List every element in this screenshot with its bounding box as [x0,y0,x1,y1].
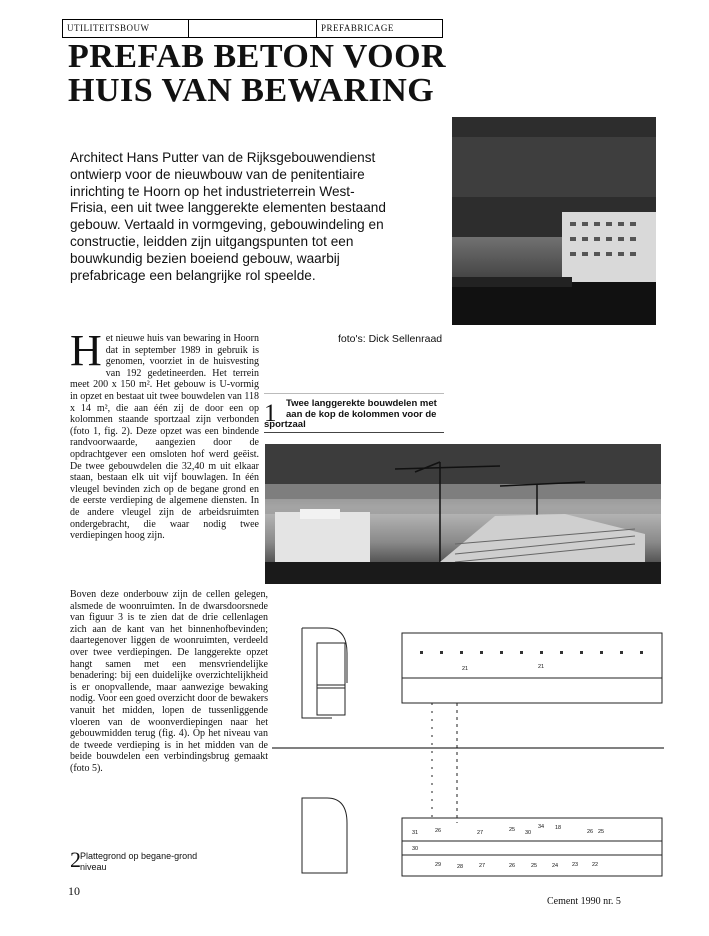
article-title: PREFAB BETON VOOR HUIS VAN BEWARING [68,38,447,109]
room-label: 18 [555,825,562,831]
room-label: 26 [435,828,442,834]
room-label: 23 [572,862,579,868]
building-photo [452,117,656,325]
intro-paragraph: Architect Hans Putter van de Rijksgebouwendienst ontwierp voor de nieuwbouw van de penitentiaire inrichting te Hoorn op het industrieterrein West-Frisia, een uit twee langgerekte elementen bestaand gebouw. Vertaald in vormgeving, gebouwindeling en constructie, leidden zijn uitgangspunten tot een bouwkundig bezien boeiend gebouw, waarbij prefabricage een belangrijke rol speelde. [70,150,386,283]
header-section: UTILITEITSBOUW [63,20,189,37]
body-column-1 [70,326,260,542]
page-number: 10 [68,884,80,898]
figure-number: 2 [70,847,81,872]
room-label: 30 [525,830,532,836]
figure-caption-line2: niveau [80,862,107,872]
construction-photo [265,444,661,584]
header-middle [189,20,317,37]
body-column-2: Boven deze onderbouw zijn de cellen gelegen, alsmede de woonruimten. In de dwarsdoorsnede van figuur 3 is te zien dat de drie cellenlagen zich aan de kant van het binnenhofbevinden; daartegenover liggen de woonruimten, verdeeld over twee verdiepingen. De langgerekte opzet hangt samen met een mensvriendelijke benadering: bij een duidelijke overzichtelijkheid is er onopvallende, maar aanwezige bewaking nodig. Voor een goed overzicht door de bewakers vanuit het midden, lopen de tussenliggende vloeren van de woonverdiepingen naar het gebouwmidden terug (fig. 4). Op het niveau van de tweede verdieping is in het midden van de beide bouwdelen een verbindingsbrug gemaakt (foto 5). [70,589,268,774]
body-text-1: et nieuwe huis van bewaring in Hoorn dat in september 1989 in gebruik is genomen, voorziet in de huisvesting van 192 gedetineerden. Het terrein meet 200 x 150 m². Het gebouw is U-vormig in opzet en bestaat uit twee bouwdelen van 118 x 14 m², die aan één zij de door een op kolommen staande sportzaal zijn verbonden (foto 1, fig. 2). Deze opzet was een bindende randvoorwaarde, aangezien door de opdrachtgever een omsloten hof werd geëist. De twee gebouwdelen die 32,40 m uit elkaar staan, bestaan elk uit vijf bouwlagen. In één vleugel bevinden zich op de begane grond en de eerste verdieping de algemene diensten. In de andere vleugel zijn de arbeidsruimten ondergebracht, die waar nodig twee verdiepingen hoog zijn. [70,333,260,542]
caption-tail: sportzaal [264,419,306,430]
running-header [62,19,443,38]
room-label: 34 [538,824,545,830]
room-label: 28 [457,864,464,870]
room-label: 25 [531,863,538,869]
room-label: 26 [509,863,516,869]
drop-cap: H [70,326,102,375]
room-label: 24 [552,863,559,869]
room-label: 27 [477,830,484,836]
caption-number: 1 [264,400,277,427]
room-label: 25 [509,827,516,833]
room-label: 22 [592,862,599,868]
floor-plan-figure [272,623,664,877]
room-label: 25 [598,829,605,835]
room-label: 31 [412,830,419,836]
figure-caption-line1: Plattegrond op begane-grond [80,851,198,861]
room-label: 21 [538,664,545,670]
room-label: 27 [479,863,486,869]
room-label: 29 [435,862,442,868]
building-photo-art [452,117,656,325]
figure-caption-text [80,851,197,873]
publication-info: Cement 1990 nr. 5 [547,896,621,907]
floor-plan-drawing [272,623,664,877]
construction-photo-art [265,444,661,584]
photo-credit: foto's: Dick Sellenraad [338,333,443,345]
header-category: PREFABRICAGE [321,23,394,33]
room-label: 30 [412,846,419,852]
caption-text: Twee langgerekte bouwdelen met aan de kop de kolommen voor de [286,398,437,420]
photo-caption-1 [264,393,444,433]
room-label: 26 [587,829,594,835]
room-label: 21 [462,666,469,672]
